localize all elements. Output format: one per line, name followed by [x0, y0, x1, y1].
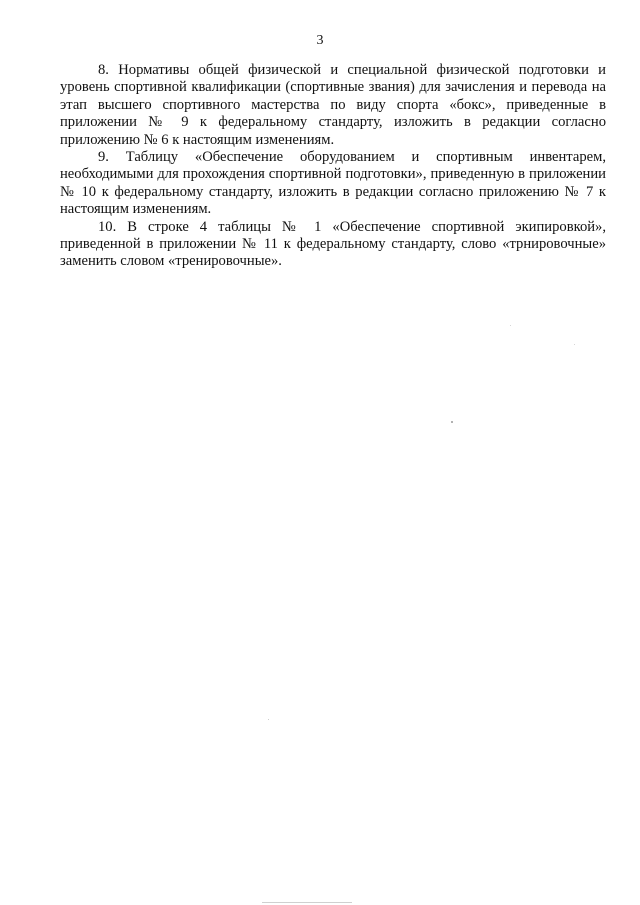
- paragraph-item-9: 9. Таблицу «Обеспечение оборудованием и спортивным инвентарем, необходимыми для прохождения спортивной подготовки», приведенную в приложении № 10 к федеральному стандарту, изложить в редакции согласно приложению № 7 к настоящим изменениям.: [60, 149, 606, 218]
- document-body: [60, 62, 606, 271]
- page-number: 3: [316, 33, 324, 48]
- scan-speck: [268, 719, 269, 720]
- scan-edge-mark: [262, 902, 352, 903]
- scan-speck: [574, 344, 575, 345]
- paragraph-item-10: 10. В строке 4 таблицы № 1 «Обеспечение спортивной экипировкой», приведенной в приложении № 11 к федеральному стандарту, слово «трнировочные» заменить словом «тренировочные».: [60, 218, 606, 270]
- paragraph-item-8: 8. Нормативы общей физической и специальной физической подготовки и уровень спортивной квалификации (спортивные звания) для зачисления и перевода на этап высшего спортивного мастерства по виду спорта «бокс», приведенные в приложении № 9 к федеральному стандарту, изложить в редакции согласно приложению № 6 к настоящим изменениям.: [60, 62, 606, 148]
- scan-speck: [451, 421, 453, 423]
- scan-speck: [510, 325, 511, 326]
